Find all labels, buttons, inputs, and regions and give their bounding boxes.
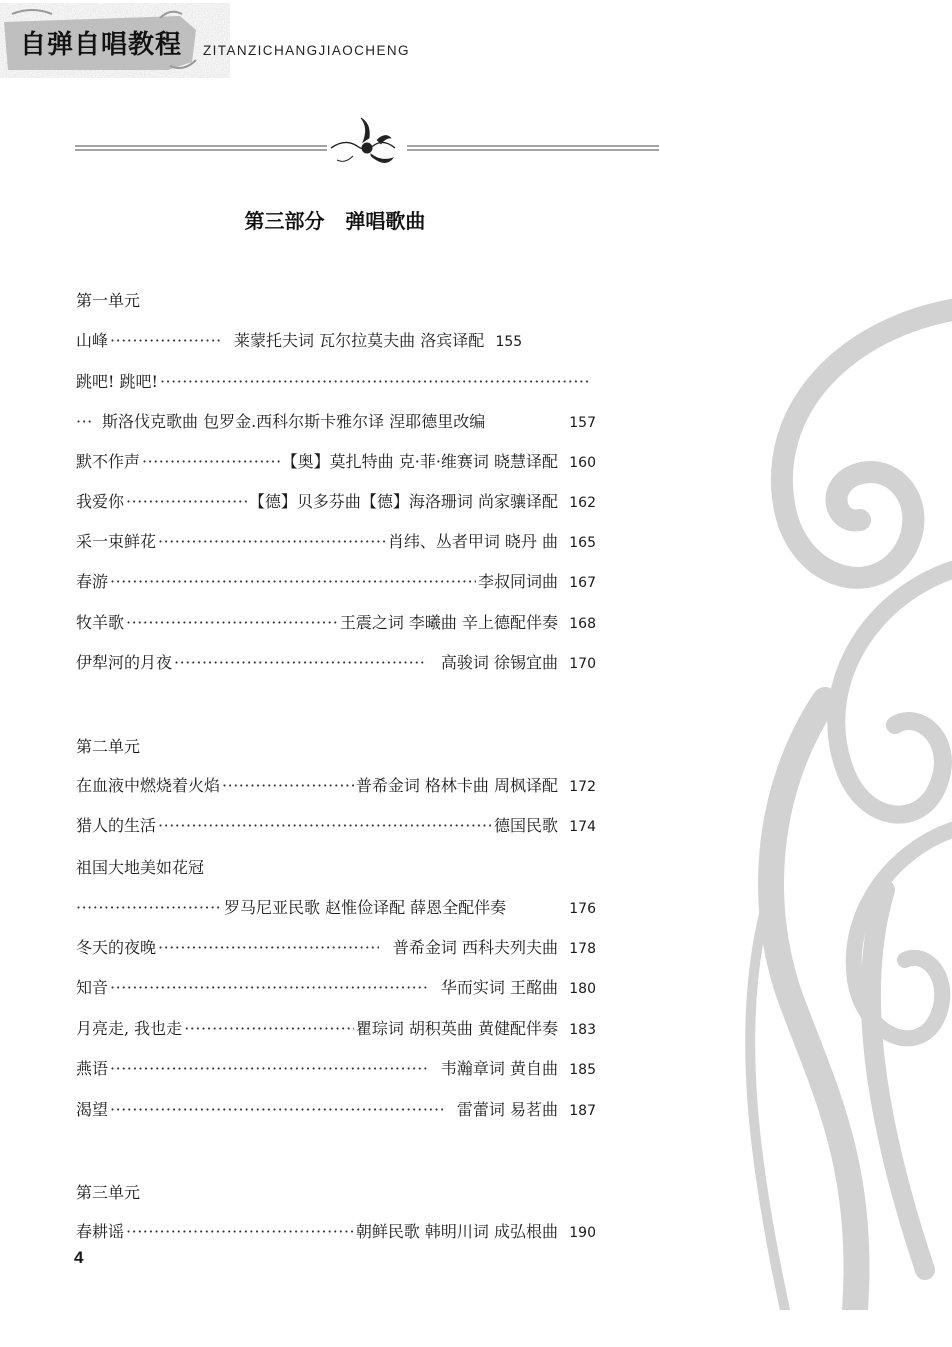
page-ref: 183 — [569, 1022, 596, 1038]
page-ref: 162 — [569, 495, 596, 511]
page-ref: 187 — [569, 1103, 596, 1119]
toc-entry[interactable] — [76, 975, 596, 999]
song-credits: 莱蒙托夫词 瓦尔拉莫夫曲 洛宾译配 — [234, 331, 485, 350]
unit-heading: 第一单元 — [76, 291, 141, 310]
dot-leader — [184, 1019, 354, 1038]
dot-leader — [110, 1059, 427, 1078]
dot-leader — [126, 613, 338, 632]
song-credits: 王震之词 李曦曲 辛上德配伴奏 — [339, 613, 558, 632]
song-title: 牧羊歌 — [76, 613, 125, 632]
page-ref: 178 — [569, 941, 596, 957]
book-title-pinyin: ZITANZICHANGJIAOCHENG — [203, 43, 410, 58]
song-credits: 高骏词 徐锡宜曲 — [440, 653, 558, 672]
toc-entry[interactable] — [76, 855, 596, 879]
toc-entry[interactable] — [76, 529, 596, 553]
song-credits: 德国民歌 — [493, 816, 558, 835]
song-title: 春游 — [76, 572, 109, 591]
dot-leader — [126, 1222, 354, 1241]
toc-entry[interactable] — [76, 409, 596, 433]
toc-entry[interactable] — [76, 895, 596, 919]
song-title: 冬天的夜晚 — [76, 938, 157, 957]
toc-entry[interactable] — [76, 1016, 596, 1040]
song-title: 月亮走, 我也走 — [76, 1019, 183, 1038]
dot-leader — [142, 452, 280, 471]
song-credits: 普希金词 西科夫列夫曲 — [392, 938, 558, 957]
page-ref: 185 — [569, 1062, 596, 1078]
song-title: 伊犁河的月夜 — [76, 653, 173, 672]
song-credits: 罗马尼亚民歌 赵惟俭译配 薛恩全配伴奏 — [224, 898, 507, 917]
unit-heading: 第三单元 — [76, 1183, 141, 1202]
song-credits: 朝鲜民歌 韩明川词 成弘根曲 — [355, 1222, 558, 1241]
flourish-icon — [331, 118, 395, 163]
part-title: 第三部分 弹唱歌曲 — [244, 209, 426, 233]
ornamental-divider — [75, 112, 659, 172]
song-title: 跳吧! 跳吧! — [76, 372, 158, 391]
song-credits: 韦瀚章词 黄自曲 — [440, 1059, 558, 1078]
page-ref: 167 — [569, 575, 596, 591]
toc-entry[interactable] — [76, 489, 596, 513]
toc-entry[interactable] — [76, 449, 596, 473]
toc-entry[interactable] — [76, 935, 596, 959]
dot-leader — [76, 898, 222, 917]
song-credits: 瞿琮词 胡积英曲 黄健配伴奏 — [355, 1019, 558, 1038]
unit-heading: 第二单元 — [76, 737, 141, 756]
page-ref: 172 — [569, 779, 596, 795]
toc-entry[interactable] — [76, 610, 596, 634]
song-title: 我爱你 — [76, 492, 125, 511]
song-title: 春耕谣 — [76, 1222, 125, 1241]
toc-entry[interactable] — [76, 650, 596, 674]
dot-leader — [160, 372, 590, 391]
toc-entry[interactable] — [76, 1097, 596, 1121]
song-title: 知音 — [76, 978, 109, 997]
song-title: 默不作声 — [76, 452, 141, 471]
dot-leader — [158, 938, 379, 957]
song-credits: 【奥】莫扎特曲 克·菲·维赛词 晓慧译配 — [281, 452, 558, 471]
toc-entry[interactable] — [76, 1056, 596, 1080]
page-ref: 155 — [495, 334, 523, 350]
page-ref: 168 — [569, 616, 596, 632]
toc-entry[interactable] — [76, 813, 596, 837]
song-title: 山峰 — [76, 331, 109, 350]
page-ref: 157 — [569, 415, 596, 431]
swirl-decoration-icon — [725, 270, 952, 1310]
song-title: 祖国大地美如花冠 — [76, 858, 205, 877]
toc-entry[interactable] — [76, 1219, 596, 1243]
dot-leader — [110, 331, 220, 350]
song-credits: 肖纬、丛者甲词 晓丹 曲 — [387, 532, 558, 551]
song-title: 燕语 — [76, 1059, 109, 1078]
song-credits: 雷蕾词 易茗曲 — [456, 1100, 558, 1119]
toc-entry[interactable] — [76, 328, 596, 352]
dot-leader — [222, 776, 354, 795]
page-ref: 165 — [569, 535, 596, 551]
song-credits: 【德】贝多芬曲【德】海洛珊词 尚家骧译配 — [248, 492, 558, 511]
dot-leader — [110, 978, 427, 997]
dot-leader — [158, 816, 492, 835]
dot-leader — [110, 572, 476, 591]
page-ref: 160 — [569, 455, 596, 471]
song-title: 采一束鲜花 — [76, 532, 157, 551]
page-ref: 176 — [569, 901, 596, 917]
song-credits: 斯洛伐克歌曲 包罗金.西科尔斯卡雅尔译 涅耶德里改编 — [102, 412, 486, 431]
page-ref: 190 — [569, 1225, 596, 1241]
song-title: 在血液中燃烧着火焰 — [76, 776, 221, 795]
song-title: 猎人的生活 — [76, 816, 157, 835]
page-ref: 174 — [569, 819, 596, 835]
dot-leader — [174, 653, 427, 672]
toc-entry[interactable] — [76, 773, 596, 797]
book-title: 自弹自唱教程 — [20, 30, 183, 60]
toc-entry[interactable] — [76, 369, 592, 393]
dot-leader — [126, 492, 247, 511]
song-title: 渴望 — [76, 1100, 109, 1119]
dot-leader — [158, 532, 386, 551]
toc-entry[interactable] — [76, 569, 596, 593]
song-credits: 华而实词 王酩曲 — [440, 978, 558, 997]
song-credits: 李叔同词曲 — [477, 572, 558, 591]
dot-leader — [110, 1100, 443, 1119]
dot-leader — [76, 412, 94, 431]
page-number: 4 — [74, 1248, 84, 1267]
page-ref: 170 — [569, 656, 596, 672]
page-ref: 180 — [569, 981, 596, 997]
song-credits: 普希金词 格林卡曲 周枫译配 — [355, 776, 558, 795]
